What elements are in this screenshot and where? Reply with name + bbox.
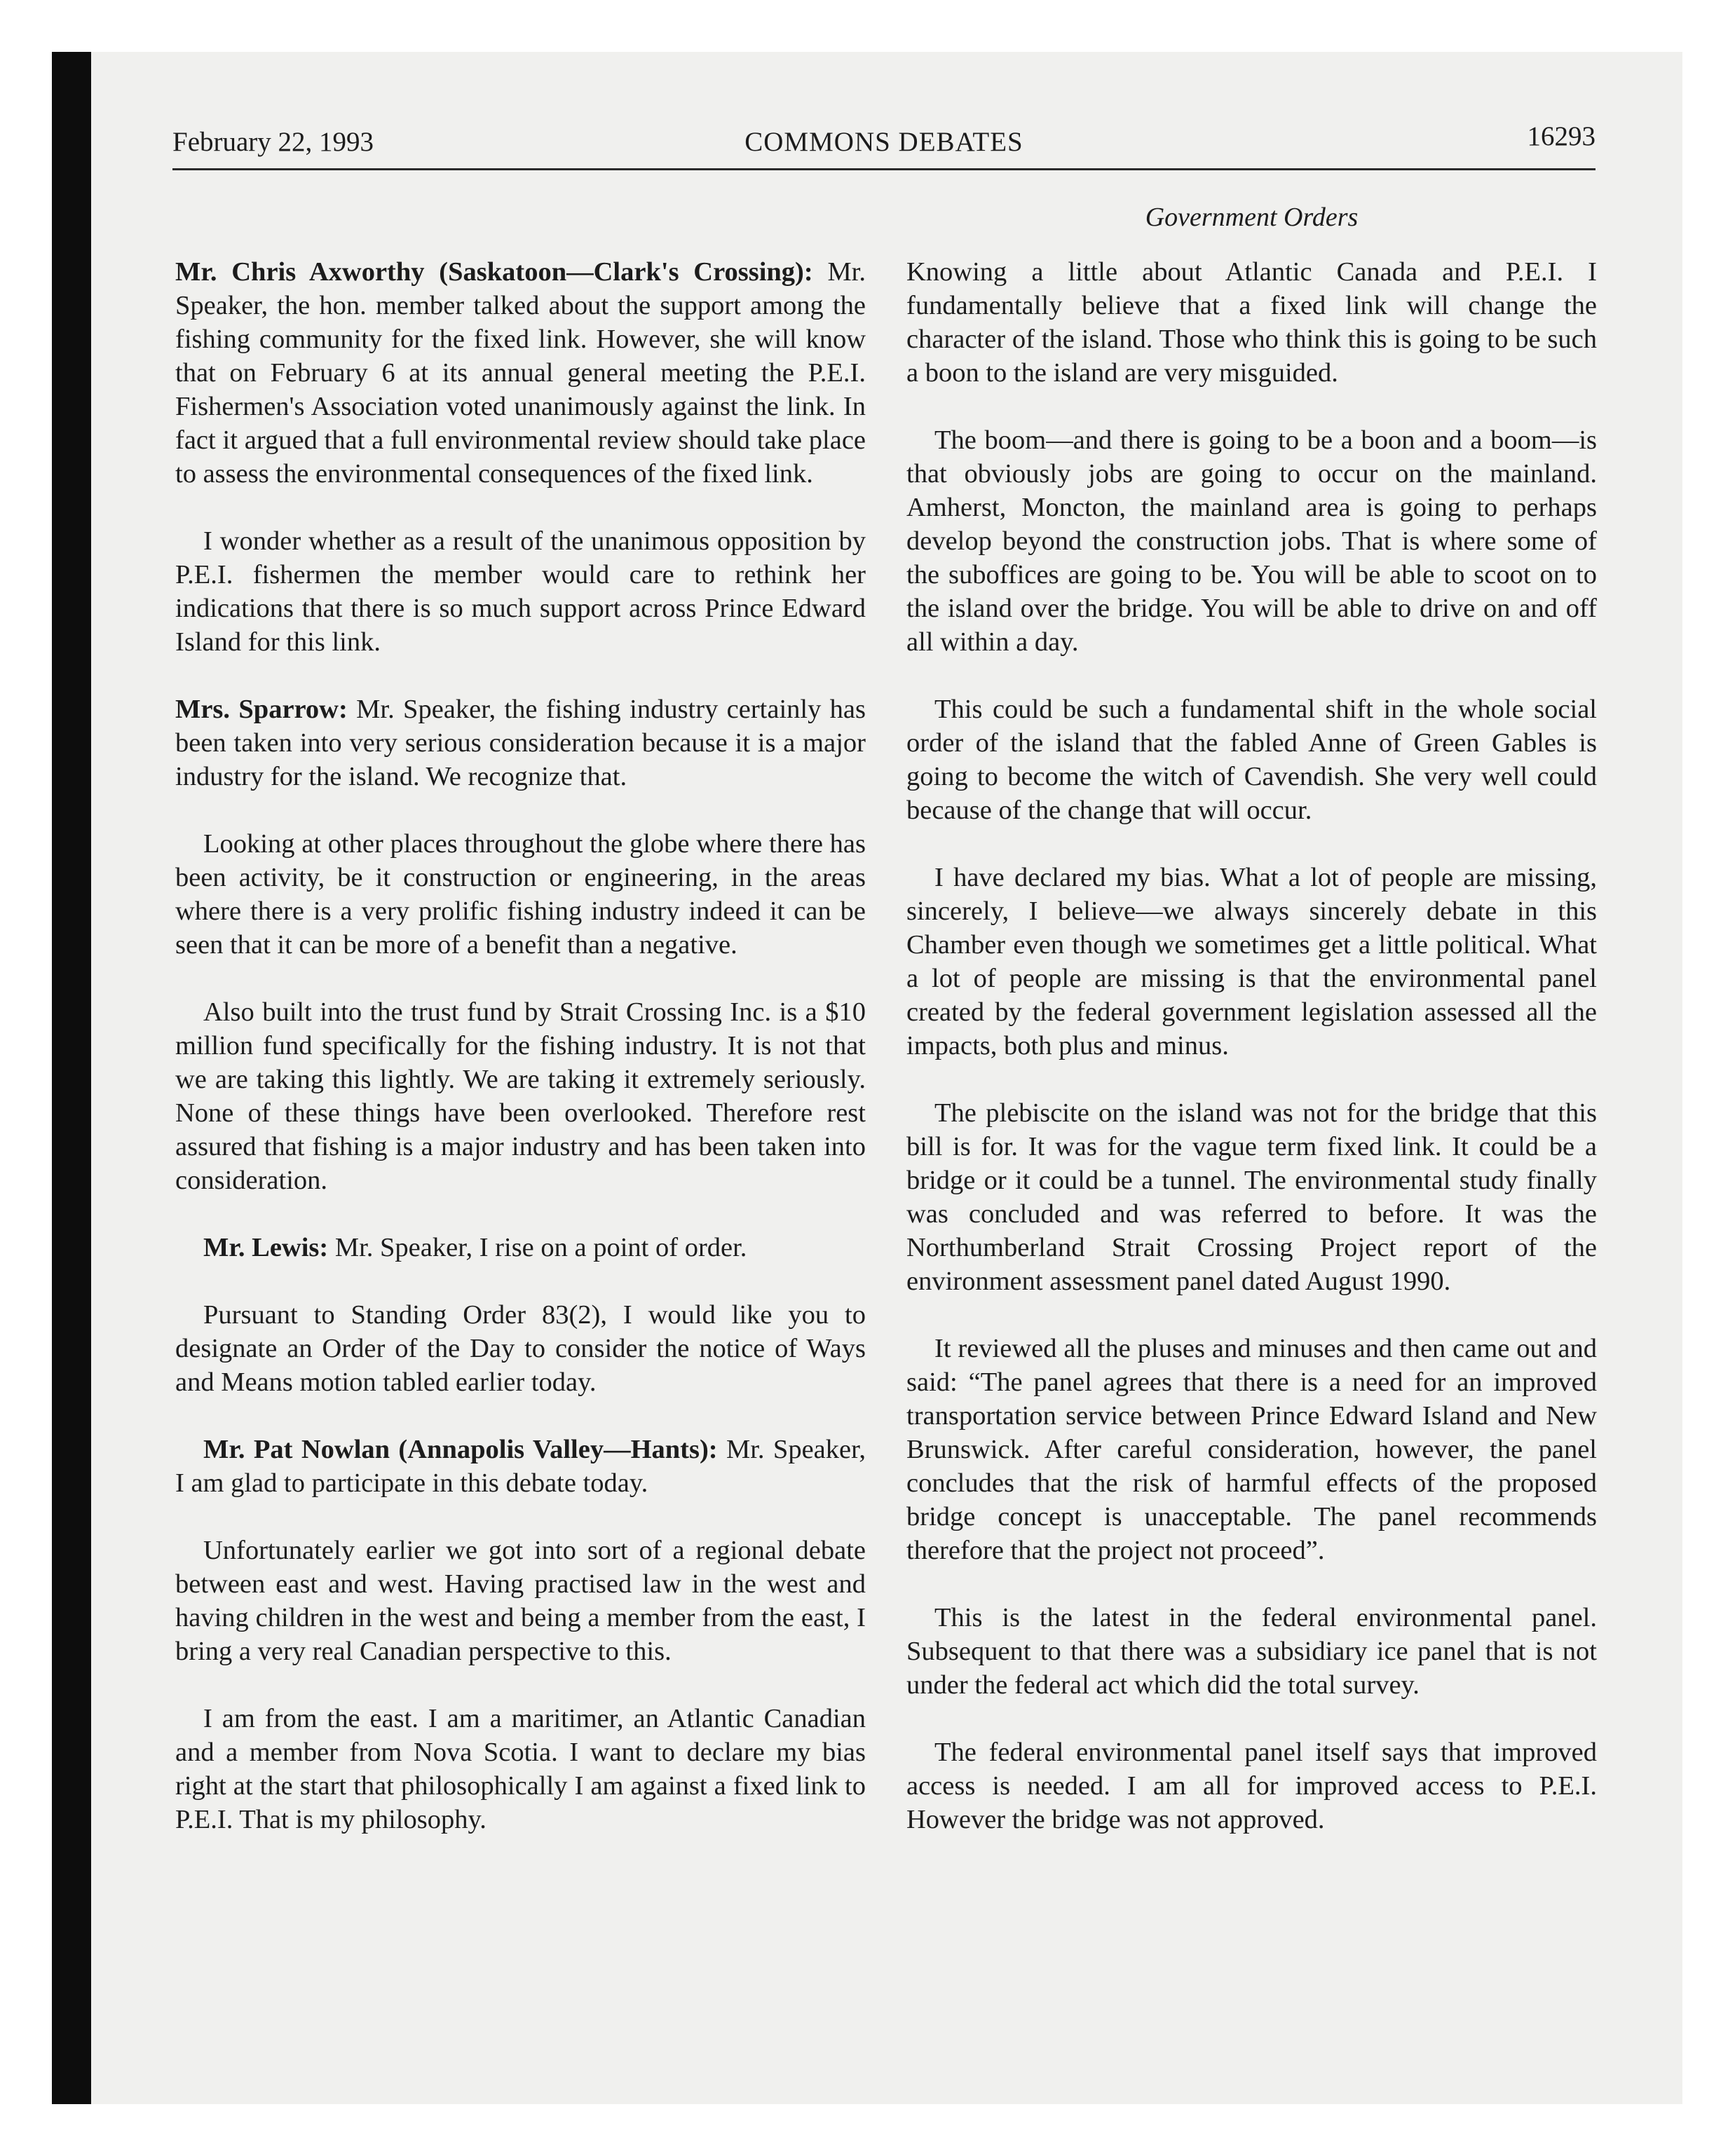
paragraph-text: It reviewed all the pluses and minuses and then came out and said: “The panel agrees that there is a need for an improved transportation service between Prince Edward Island and New Brunswick. After careful consideration, however, the panel concludes that the risk of harmful effects of the proposed bridge concept is unacceptable. The panel recommends therefore that the project not proceed”.: [906, 1334, 1597, 1565]
paragraph: [175, 827, 866, 962]
paragraph-text: Mr. Speaker, the hon. member talked about the support among the fishing community for the fixed link. However, she will know that on February 6 at its annual general meeting the P.E.I. Fishermen's Association voted unanimously against the link. In fact it argued that a full environmental review should take place to assess the environmental consequences of the fixed link.: [175, 257, 866, 489]
paragraph: [175, 692, 866, 793]
paragraph: [906, 1096, 1597, 1298]
right-column: [906, 255, 1597, 1870]
paragraph-text: Also built into the trust fund by Strait Crossing Inc. is a $10 million fund specifically for the fishing industry. It is not that we are taking this lightly. We are taking it extremely seriously. None of these things have been overlooked. Therefore rest assured that fishing is a major industry and has been taken into consideration.: [175, 997, 866, 1195]
paragraph-text: The plebiscite on the island was not for the bridge that this bill is for. It was for the vague term fixed link. It could be a bridge or it could be a tunnel. The environmental study finally was concluded and was referred to before. It was the Northumberland Strait Crossing Project report of the environment assessment panel dated August 1990.: [906, 1098, 1597, 1296]
paragraph: [906, 255, 1597, 390]
paragraph: [175, 1534, 866, 1668]
paragraph: [175, 1702, 866, 1836]
page-header: [172, 121, 1595, 164]
speaker-name: Mr. Lewis:: [203, 1233, 329, 1262]
paragraph-text: This could be such a fundamental shift in the whole social order of the island that the fabled Anne of Green Gables is going to become the witch of Cavendish. She very well could because of the change that will occur.: [906, 695, 1597, 825]
paragraph: [906, 1332, 1597, 1567]
paragraph-text: Looking at other places throughout the globe where there has been activity, be it construction or engineering, in the areas where there is a very prolific fishing industry indeed it can be seen that it can be more of a benefit than a negative.: [175, 829, 866, 960]
header-date: February 22, 1993: [172, 127, 374, 157]
left-column: [175, 255, 866, 1870]
paragraph-text: The federal environmental panel itself says that improved access is needed. I am all for improved access to P.E.I. However the bridge was not approved.: [906, 1738, 1597, 1834]
paragraph: [906, 423, 1597, 659]
paragraph: [175, 524, 866, 659]
paragraph: [175, 1433, 866, 1500]
paragraph: [906, 1735, 1597, 1836]
header-rule: [172, 168, 1595, 170]
paragraph: [906, 861, 1597, 1063]
speaker-name: Mrs. Sparrow:: [175, 695, 348, 724]
paragraph: [906, 692, 1597, 827]
paragraph-text: Unfortunately earlier we got into sort of a regional debate between east and west. Having practised law in the west and having children in the west and being a member from the east, I bring a very real Canadian perspective to this.: [175, 1536, 866, 1666]
paragraph-text: Pursuant to Standing Order 83(2), I would like you to designate an Order of the Day to consider the notice of Ways and Means motion tabled earlier today.: [175, 1300, 866, 1397]
section-label: Government Orders: [1145, 203, 1359, 232]
speaker-name: Mr. Pat Nowlan (Annapolis Valley—Hants):: [203, 1435, 718, 1464]
paragraph-text: The boom—and there is going to be a boon and a boom—is that obviously jobs are going to occur on the mainland. Amherst, Moncton, the mainland area is going to perhaps develop beyond the construction jobs. That is where some of the suboffices are going to be. You will be able to scoot on to the island over the bridge. You will be able to drive on and off all within a day.: [906, 425, 1597, 657]
header-publication: COMMONS DEBATES: [744, 127, 1023, 157]
speaker-name: Mr. Chris Axworthy (Saskatoon—Clark's Crossing):: [175, 257, 813, 287]
paragraph-text: This is the latest in the federal environmental panel. Subsequent to that there was a subsidiary ice panel that is not under the federal act which did the total survey.: [906, 1603, 1597, 1700]
paragraph-text: I have declared my bias. What a lot of people are missing, sincerely, I believe—we always sincerely debate in this Chamber even though we sometimes get a little political. What a lot of people are missing is that the environmental panel created by the federal government legislation assessed all the impacts, both plus and minus.: [906, 863, 1597, 1060]
paragraph: [175, 255, 866, 491]
paragraph-text: Mr. Speaker, I rise on a point of order.: [328, 1233, 747, 1262]
paragraph-text: Knowing a little about Atlantic Canada and P.E.I. I fundamentally believe that a fixed link will change the character of the island. Those who think this is going to be such a boon to the island are very misguided.: [906, 257, 1597, 388]
header-page-number: 16293: [1527, 121, 1595, 151]
paragraph-text: Mr. Speaker, I am glad to participate in this debate today.: [175, 1435, 866, 1498]
binding-edge: [52, 52, 91, 2104]
paragraph: [175, 1231, 866, 1264]
paragraph-text: I wonder whether as a result of the unanimous opposition by P.E.I. fishermen the member would care to rethink her indications that there is so much support across Prince Edward Island for this link.: [175, 526, 866, 657]
paragraph: [175, 995, 866, 1197]
paragraph: [906, 1601, 1597, 1702]
paragraph: [175, 1298, 866, 1399]
paragraph-text: I am from the east. I am a maritimer, an Atlantic Canadian and a member from Nova Scotia. I want to declare my bias right at the start that philosophically I am against a fixed link to P.E.I. That is my philosophy.: [175, 1704, 866, 1834]
paragraph-text: Mr. Speaker, the fishing industry certainly has been taken into very serious consideration because it is a major industry for the island. We recognize that.: [175, 695, 866, 791]
